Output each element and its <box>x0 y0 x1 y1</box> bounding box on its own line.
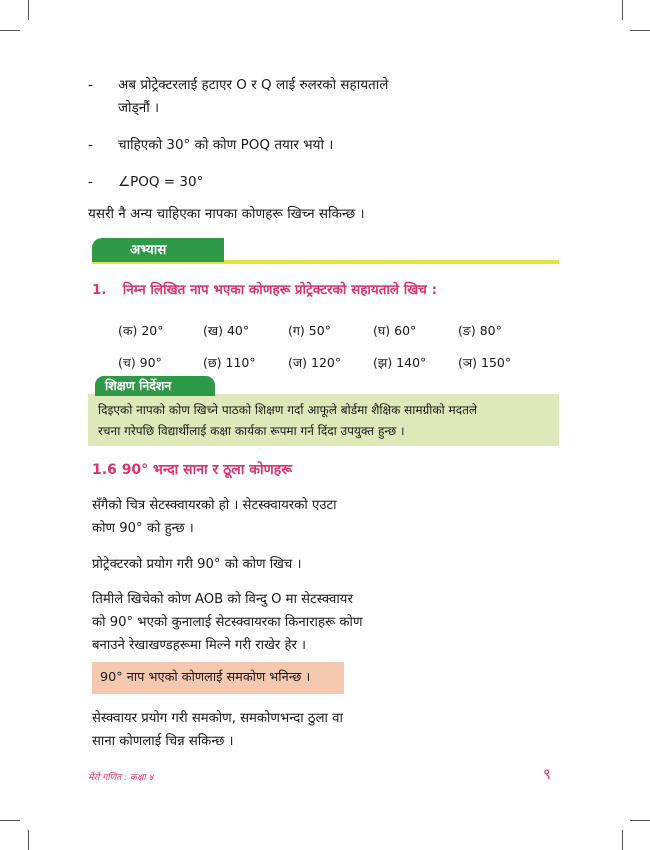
angle-item: (च) 90° <box>118 354 162 370</box>
crop-mark-top-right-v <box>622 0 623 20</box>
exercise-heading-band <box>92 238 559 262</box>
step-item <box>88 171 558 194</box>
closing-paragraph <box>92 707 392 753</box>
paragraph <box>92 588 392 657</box>
paragraph-line: प्रोट्रेक्टरको प्रयोग गरी 90° को कोण खिच । <box>92 557 302 572</box>
footer-book-title: मेरो गणित : कक्षा ४ <box>88 773 154 783</box>
paragraph <box>92 553 392 576</box>
paragraph-line: को 90° भएको कुनालाई सेटस्क्वायरका किनाराहरू कोण <box>92 615 363 630</box>
step-marker: - <box>88 137 93 153</box>
angle-item: (ग) 50° <box>288 322 331 338</box>
definition-highlight: 90° नाप भएको कोणलाई समकोण भनिन्छ । <box>92 662 344 694</box>
paragraph-line: तिमीले खिचेको कोण AOB को विन्दु O मा सेटस्क्वायर <box>92 592 353 607</box>
section-title <box>92 460 292 479</box>
intro-line: यसरी नै अन्य चाहिएका नापका कोणहरू खिच्न सकिन्छ । <box>88 206 365 222</box>
angle-row <box>118 346 558 378</box>
teaching-note-line: दिइएको नापको कोण खिच्ने पाठको शिक्षण गर्दा आफूले बोर्डमा शैक्षिक सामग्रीको मदतले <box>98 403 478 417</box>
teaching-note-heading: शिक्षण निर्देशन <box>95 376 215 396</box>
teaching-note-body <box>88 394 559 446</box>
crop-mark-bottom-right-h <box>630 820 650 821</box>
angle-item: (ञ) 150° <box>458 354 512 370</box>
angle-list <box>118 314 558 378</box>
angle-item: (ङ) 80° <box>458 322 502 338</box>
angle-item: (छ) 110° <box>203 354 256 370</box>
section-title-text: 90° भन्दा साना र ठूला कोणहरू <box>121 462 293 478</box>
crop-mark-top-left-h <box>0 30 20 31</box>
step-text: अब प्रोट्रेक्टरलाई हटाएर O र Q लाई रुलरको सहायताले जोड्नौं । <box>118 77 389 116</box>
crop-mark-bottom-left-h <box>0 820 20 821</box>
question-number: 1. <box>92 282 107 298</box>
step-item <box>88 134 558 157</box>
angle-item: (घ) 60° <box>373 322 417 338</box>
paragraph-line: साना कोणलाई चिन्न सकिन्छ । <box>92 734 234 749</box>
crop-mark-top-left-v <box>28 0 29 20</box>
teaching-note <box>88 376 559 446</box>
crop-mark-bottom-left-v <box>28 830 29 850</box>
step-item <box>88 74 418 120</box>
step-marker: - <box>88 77 93 93</box>
construction-steps <box>88 74 558 208</box>
exercise-heading: अभ्यास <box>92 238 224 262</box>
crop-mark-bottom-right-v <box>622 830 623 850</box>
step-text: ∠POQ = 30° <box>118 174 204 190</box>
exercise-question <box>92 280 437 298</box>
paragraph-line: सेस्क्वायर प्रयोग गरी समकोण, समकोणभन्दा ठुला वा <box>92 711 343 726</box>
paragraph <box>92 494 392 540</box>
angle-item: (झ) 140° <box>373 354 427 370</box>
paragraph-line: सँगैको चित्र सेटस्क्वायरको हो । सेटस्क्वायरको एउटा <box>92 498 337 513</box>
crop-mark-top-right-h <box>630 30 650 31</box>
step-text: चाहिएको 30° को कोण POQ तयार भयो । <box>118 137 334 153</box>
section-number: 1.6 <box>92 462 117 478</box>
angle-item: (क) 20° <box>118 322 164 338</box>
paragraph-line: बनाउने रेखाखण्डहरूमा मिल्ने गरी राखेर हेर । <box>92 638 307 653</box>
page-number: ९ <box>543 765 551 783</box>
angle-item: (ख) 40° <box>203 322 250 338</box>
paragraph-line: कोण 90° को हुन्छ । <box>92 521 194 536</box>
question-text: निम्न लिखित नाप भएका कोणहरू प्रोट्रेक्टरको सहायताले खिच : <box>122 282 437 298</box>
teaching-note-line: रचना गरेपछि विद्यार्थीलाई कक्षा कार्यका रूपमा गर्न दिंदा उपयुक्त हुन्छ । <box>98 424 405 438</box>
angle-row <box>118 314 558 346</box>
step-marker: - <box>88 174 93 190</box>
angle-item: (ज) 120° <box>288 354 342 370</box>
